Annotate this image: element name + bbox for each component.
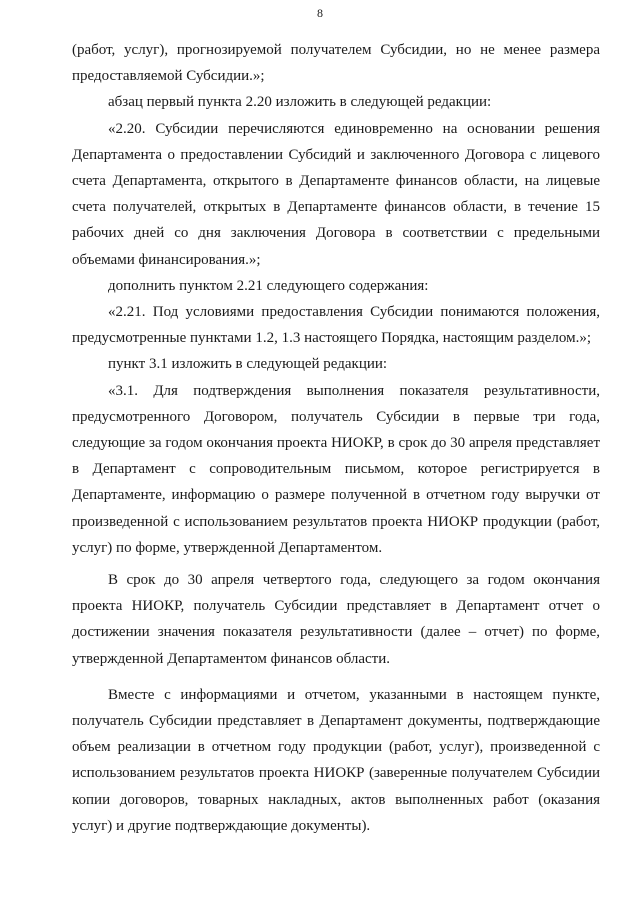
paragraph-add-2-21: дополнить пунктом 2.21 следующего содержания: — [108, 277, 429, 294]
paragraph-amend-2-20: абзац первый пункта 2.20 изложить в следующей редакции: — [108, 94, 492, 111]
paragraph-clause-2-21: «2.21. Под условиями предоставления Субсидии понимаются положения, предусмотренные пунктами 1.2, 1.3 настоящего Порядка, настоящим разделом.»; — [72, 304, 600, 347]
paragraph-supporting-documents: Вместе с информациями и отчетом, указанными в настоящем пункте, получатель Субсидии представляет в Департамент документы, подтверждающие объем реализации в отчетном году продукции (работ, услуг), произведенной с использованием результатов проекта НИОКР (заверенные получателем Субсидии копии договоров, товарных накладных, актов выполненных работ (оказания услуг) и другие подтверждающие документы). — [72, 686, 600, 834]
paragraph-clause-3-1: «3.1. Для подтверждения выполнения показателя результативности, предусмотренного Договором, получатель Субсидии в первые три года, следующие за годом окончания проекта НИОКР, в срок до 30 апреля представляет в Департамент с сопроводительным письмом, которое регистрируется в Департаменте, информацию о размере полученной в отчетном году выручки от произведенной с использованием результатов проекта НИОКР продукции (работ, услуг) по форме, утвержденной Департаментом. — [72, 382, 600, 556]
paragraph-continuation: (работ, услуг), прогнозируемой получателем Субсидии, но не менее размера предоставляемой Субсидии.»; — [72, 42, 600, 85]
paragraph-clause-2-20: «2.20. Субсидии перечисляются единовременно на основании решения Департамента о предоставлении Субсидий и заключенного Договора с лицевого счета Департамента, открытого в Департаменте финансов области, на лицевые счета получателей, открытых в Департаменте финансов области, в течение 15 рабочих дней со дня заключения Договора в соответствии с предельными объемами финансирования.»; — [72, 120, 600, 268]
paragraph-report-deadline: В срок до 30 апреля четвертого года, следующего за годом окончания проекта НИОКР, получатель Субсидии представляет в Департамент отчет о достижении значения показателя результативности (далее – отчет) по форме, утвержденной Департаментом финансов области. — [72, 572, 600, 667]
page-number: 8 — [317, 6, 323, 20]
paragraph-amend-3-1: пункт 3.1 изложить в следующей редакции: — [108, 356, 388, 373]
document-body — [72, 37, 600, 839]
